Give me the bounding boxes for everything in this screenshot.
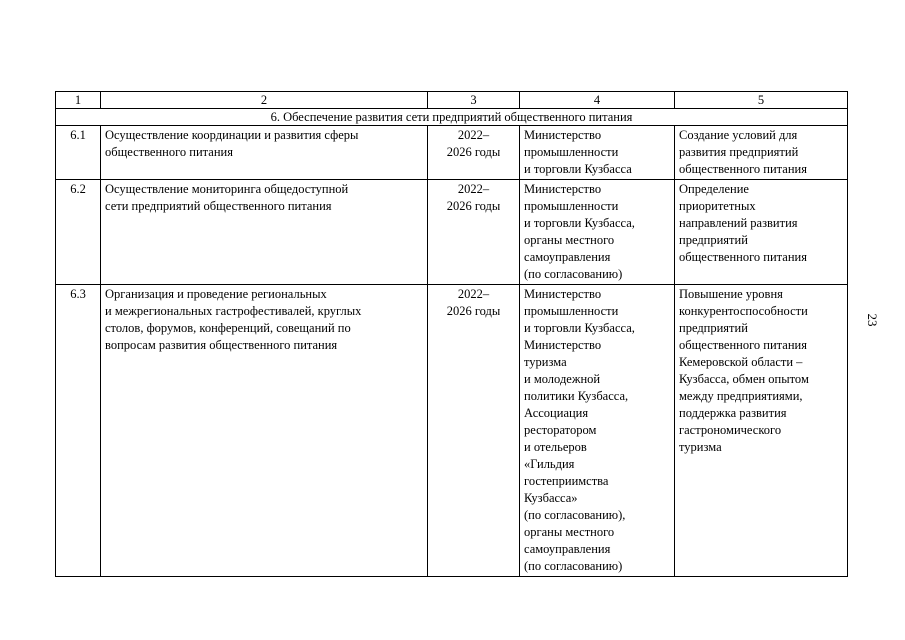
row-term: 2022– 2026 годы (428, 180, 520, 285)
section-row (56, 109, 848, 126)
plan-table (55, 91, 848, 577)
row-number: 6.3 (56, 285, 101, 577)
row-executor: Министерство промышленности и торговли Кузбасса (520, 126, 675, 180)
row-executor: Министерство промышленности и торговли Кузбасса, Министерство туризма и молодежной политики Кузбасса, Ассоциация ресторатором и отельеров «Гильдия гостеприимства Кузбасса» (по согласованию), органы местного самоуправления (по согласованию) (520, 285, 675, 577)
header-cell: 1 (56, 92, 101, 109)
row-result: Повышение уровня конкурентоспособности предприятий общественного питания Кемеровской области – Кузбасса, обмен опытом между предприятиями, поддержка развития гастрономического туризма (675, 285, 848, 577)
row-executor: Министерство промышленности и торговли Кузбасса, органы местного самоуправления (по согласованию) (520, 180, 675, 285)
row-result: Создание условий для развития предприятий общественного питания (675, 126, 848, 180)
header-cell: 4 (520, 92, 675, 109)
header-cell: 3 (428, 92, 520, 109)
table-row (56, 126, 848, 180)
row-action: Организация и проведение региональных и межрегиональных гастрофестивалей, круглых столов, форумов, конференций, совещаний по вопросам развития общественного питания (101, 285, 428, 577)
row-number: 6.1 (56, 126, 101, 180)
row-number: 6.2 (56, 180, 101, 285)
row-term: 2022– 2026 годы (428, 126, 520, 180)
header-cell: 2 (101, 92, 428, 109)
table-row (56, 285, 848, 577)
row-action: Осуществление мониторинга общедоступной сети предприятий общественного питания (101, 180, 428, 285)
section-title: 6. Обеспечение развития сети предприятий общественного питания (56, 109, 848, 126)
table-header-row (56, 92, 848, 109)
header-cell: 5 (675, 92, 848, 109)
row-result: Определение приоритетных направлений развития предприятий общественного питания (675, 180, 848, 285)
page-number: 23 (865, 313, 880, 327)
table-row (56, 180, 848, 285)
row-term: 2022– 2026 годы (428, 285, 520, 577)
row-action: Осуществление координации и развития сферы общественного питания (101, 126, 428, 180)
